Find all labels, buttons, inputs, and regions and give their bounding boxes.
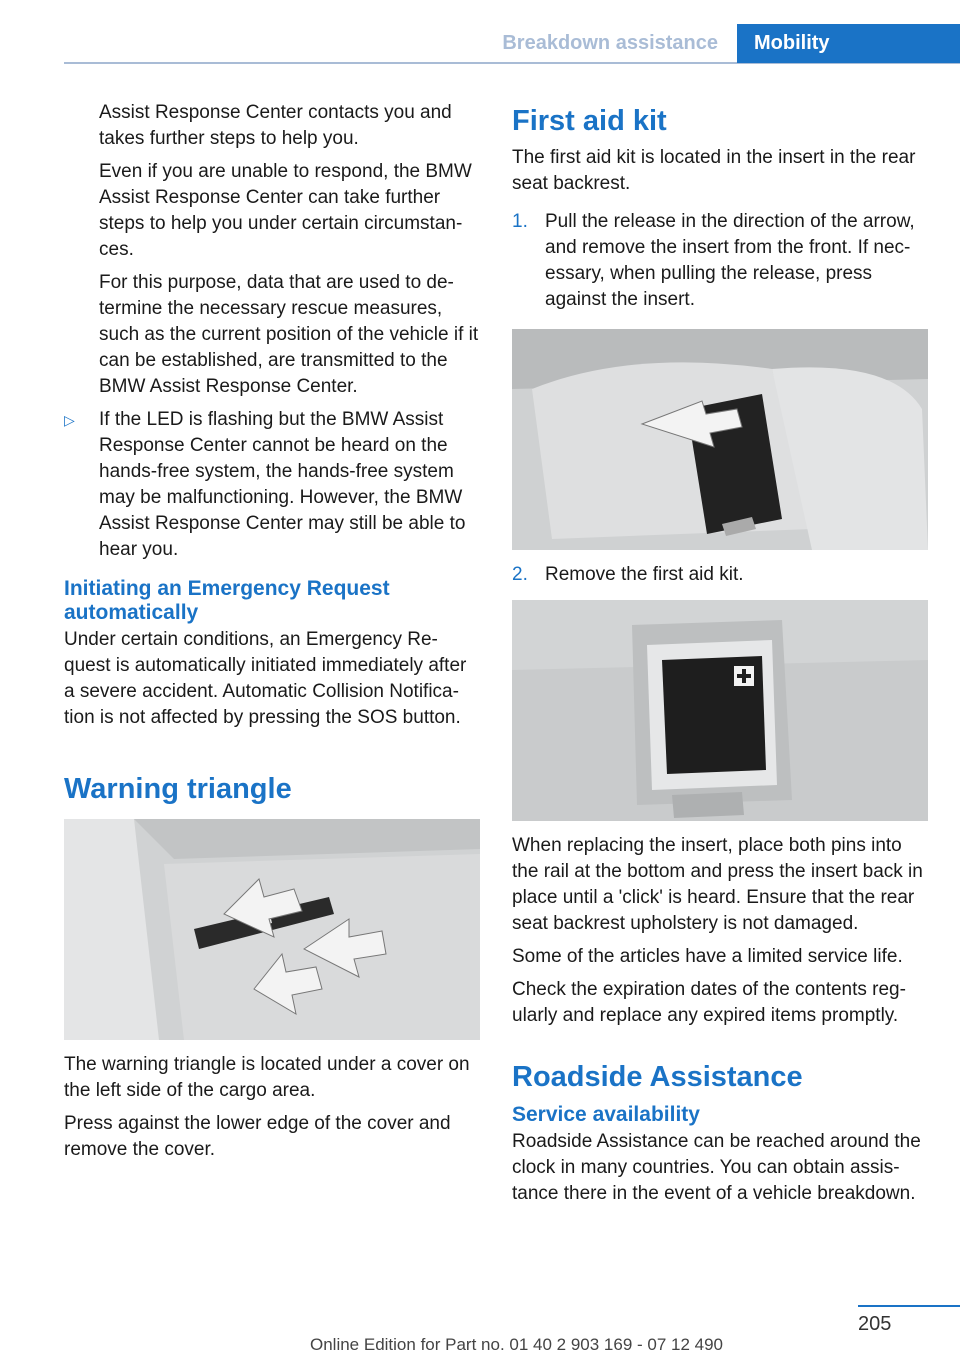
heading-roadside-assistance: Roadside Assistance (512, 1061, 803, 1093)
triangle-bullet-icon: ▷ (64, 412, 75, 428)
bullet-item (64, 407, 482, 563)
paragraph: Press against the lower edge of the cover and remove the cover. (64, 1113, 451, 1160)
paragraph: Even if you are unable to respond, the BMW Assist Response Center can take further steps to help you under certain circumstan‐ ces. (99, 161, 472, 260)
first-aid-kit-illustration (512, 600, 928, 821)
page-number: 205 (858, 1313, 892, 1335)
footer-edition: Online Edition for Part no. 01 40 2 903 169 - 07 12 490 (310, 1335, 724, 1354)
paragraph: Roadside Assistance can be reached around the clock in many countries. You can obtain assis‐ tance there in the event of a vehicle breakdown. (512, 1131, 921, 1204)
heading-first-aid-kit: First aid kit (512, 105, 667, 137)
heading-warning-triangle: Warning triangle (64, 773, 292, 805)
step-item (512, 209, 932, 313)
paragraph: Under certain conditions, an Emergency Re‐ quest is automatically initiated immediately after a severe accident. Automatic Collision Notifica‐ tion is not affected by pressing the SOS button. (64, 629, 467, 728)
header-section-title: Breakdown assistance (502, 32, 718, 54)
paragraph: Some of the articles have a limited service life. (512, 946, 903, 967)
paragraph: The first aid kit is located in the insert in the rear seat backrest. (512, 147, 916, 194)
right-column (512, 103, 932, 1214)
paragraph: Check the expiration dates of the contents reg‐ ularly and replace any expired items promptly. (512, 979, 906, 1026)
step-item (512, 562, 932, 588)
step-text: Pull the release in the direction of the arrow, and remove the insert from the front. If nec‐ essary, when pulling the release, press against the insert. (545, 211, 915, 310)
warning-triangle-illustration (64, 819, 480, 1040)
step-number: 2. (512, 564, 528, 585)
left-column (64, 100, 482, 1170)
paragraph: When replacing the insert, place both pins into the rail at the bottom and press the insert back in place until a 'click' is heard. Ensure that the rear seat backrest upholstery is not damaged. (512, 835, 923, 934)
paragraph: Assist Response Center contacts you and takes further steps to help you. (99, 102, 452, 149)
step-text: Remove the first aid kit. (545, 564, 744, 585)
paragraph: The warning triangle is located under a cover on the left side of the cargo area. (64, 1054, 470, 1101)
subheading-emergency-request: Initiating an Emergency Request automatically (64, 577, 390, 624)
subheading-service-availability: Service availability (512, 1103, 700, 1126)
bullet-text: If the LED is flashing but the BMW Assist Response Center cannot be heard on the hands-free system, the hands-free system may be malfunctioning. However, the BMW Assist Response Center may still be able to hear you. (99, 409, 466, 560)
seat-insert-illustration (512, 329, 928, 550)
paragraph: For this purpose, data that are used to de‐ termine the necessary rescue measures, such as the current position of the vehicle if it can be established, are transmitted to the BMW Assist Response Center. (99, 272, 479, 397)
header-chapter-tab: Mobility (737, 24, 960, 63)
footer-rule (858, 1305, 960, 1307)
step-number: 1. (512, 211, 528, 232)
